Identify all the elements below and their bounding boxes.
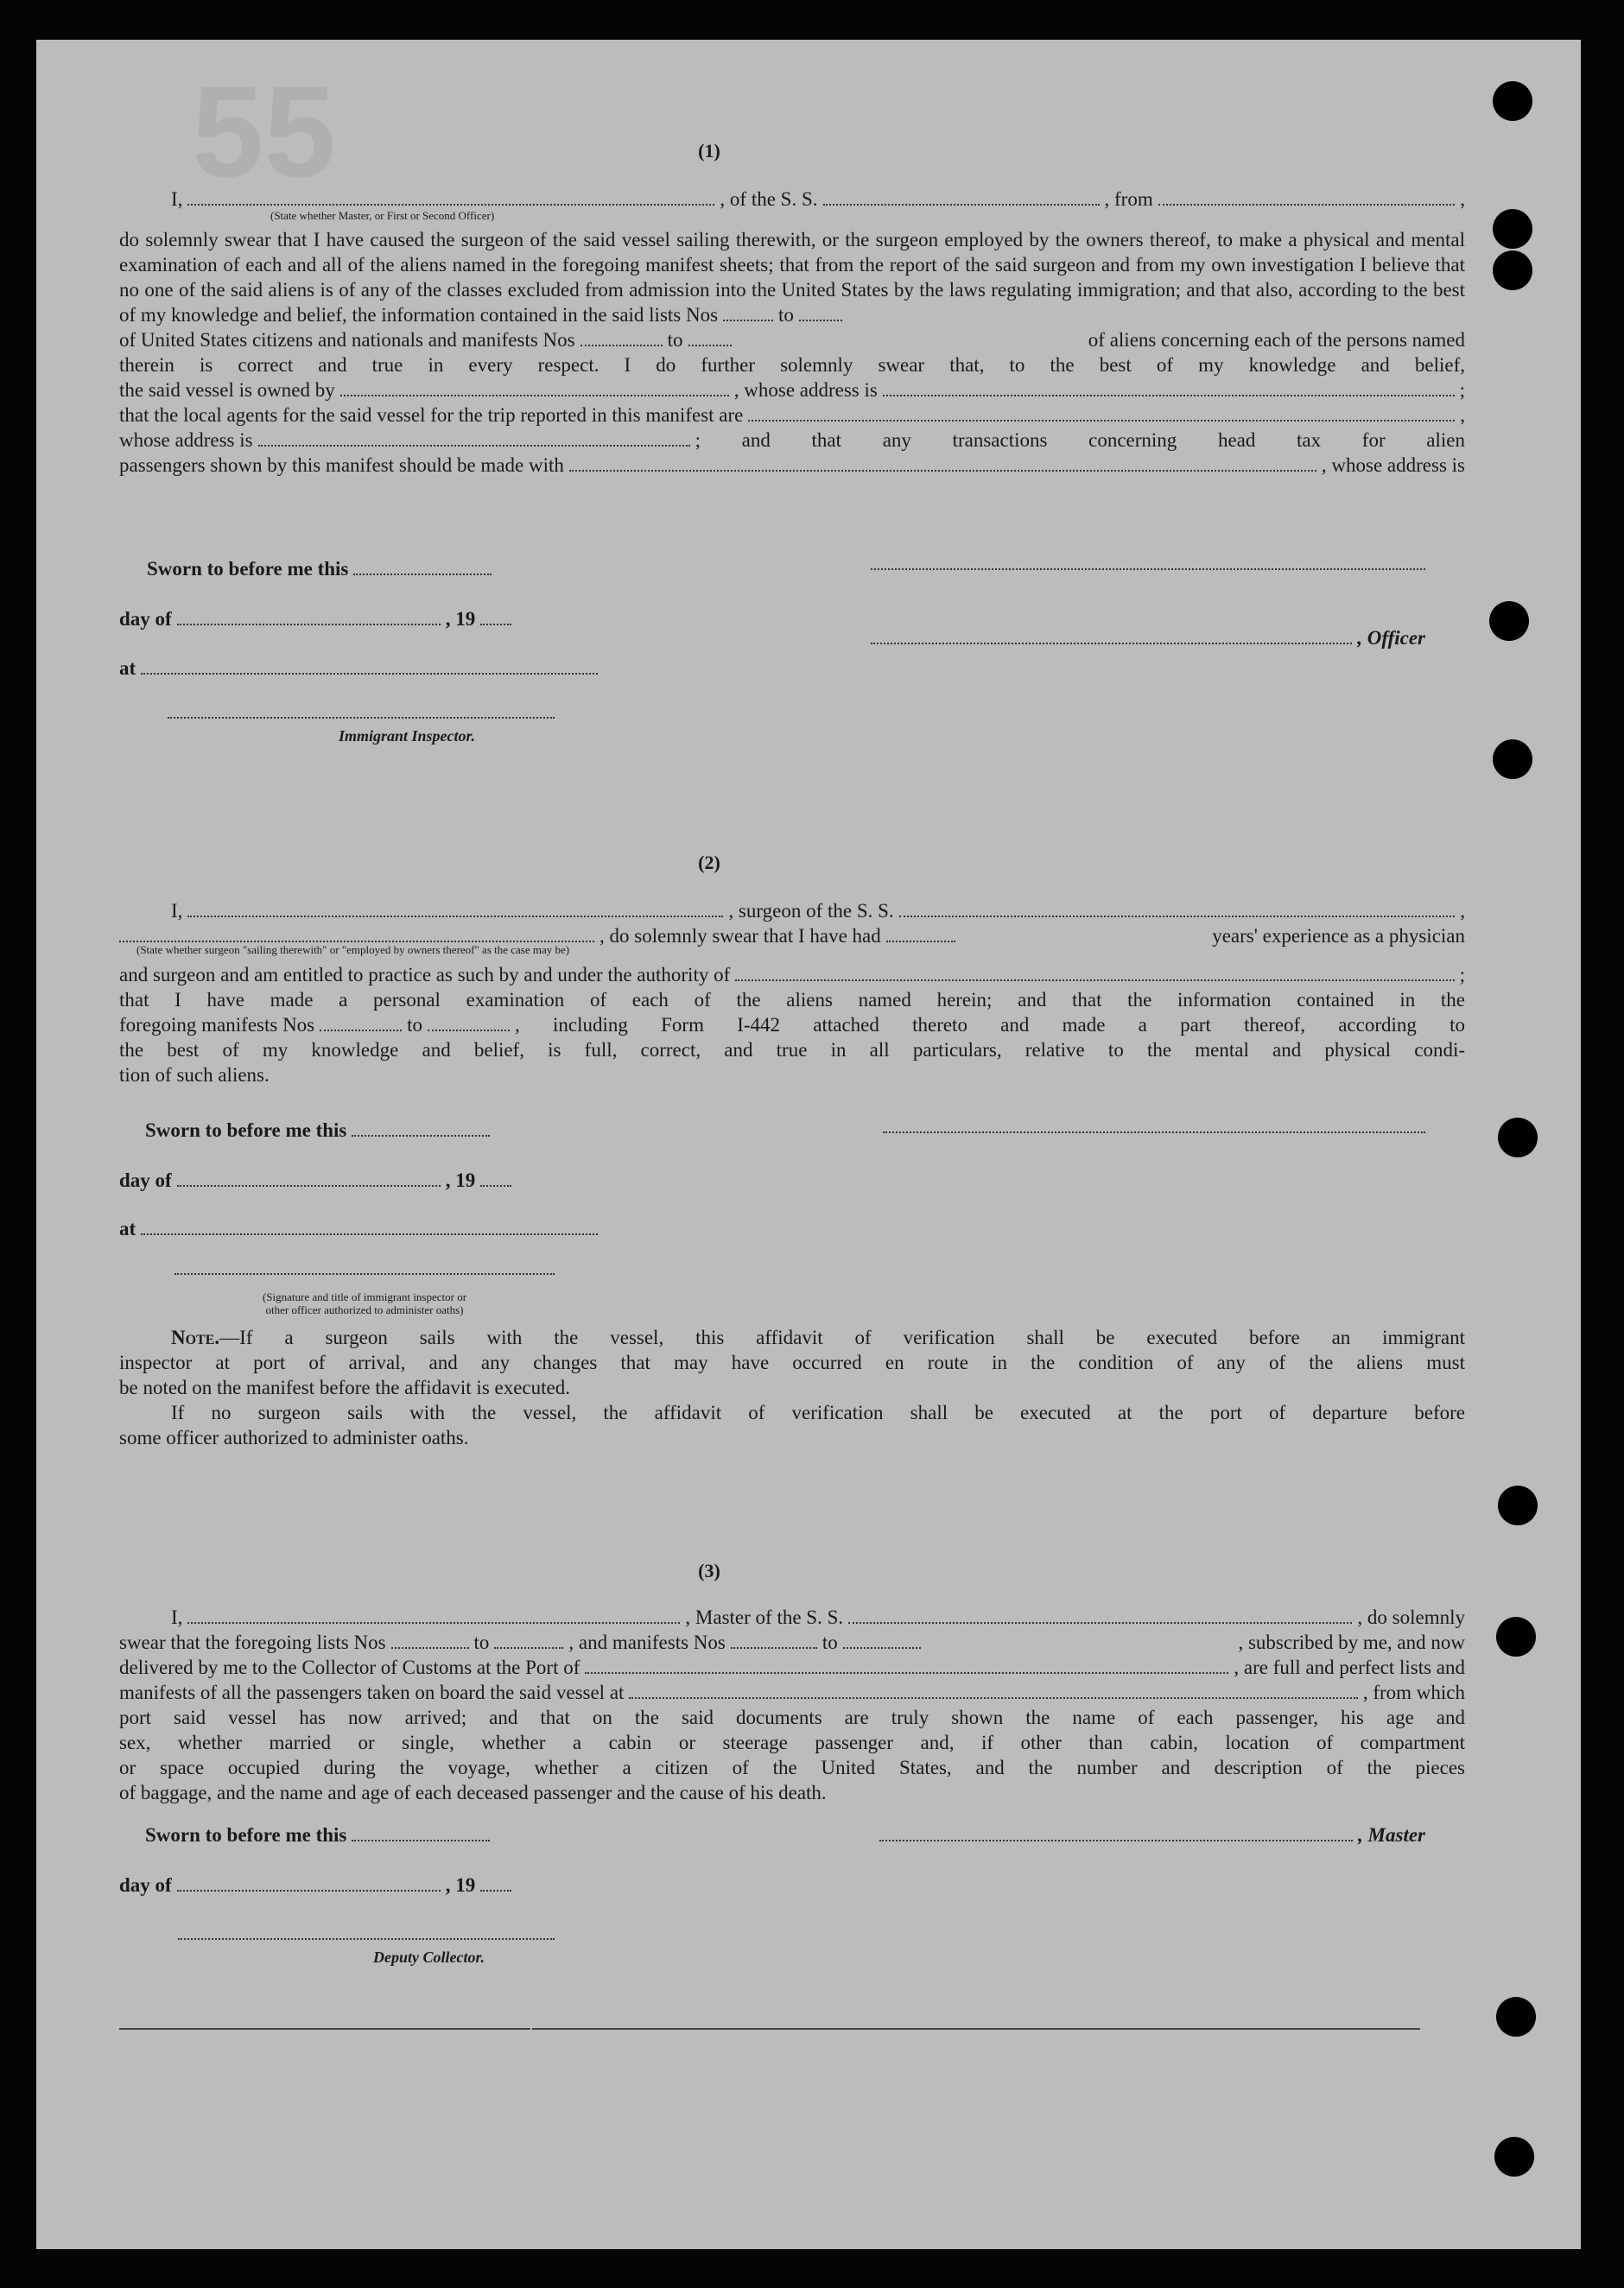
- section-3-number: (3): [698, 1560, 720, 1581]
- punch-hole: [1494, 2137, 1534, 2177]
- s3-line-2: swear that the foregoing lists Nos to , and manifests Nos to , subscribed by me, and now: [119, 1632, 1465, 1653]
- s1-line-us: of United States citizens and nationals and manifests Nos to of aliens concerning each of the persons named: [119, 329, 1465, 351]
- s2-note-label: Note.: [171, 1327, 220, 1348]
- s1-sworn: Sworn to before me this: [147, 558, 497, 580]
- s1-line-owned: the said vessel is owned by , whose address is ;: [119, 379, 1465, 401]
- punch-hole: [1493, 739, 1532, 779]
- s1-vessel-field[interactable]: [823, 188, 1100, 206]
- section-1-number: (1): [698, 140, 720, 162]
- punch-hole: [1493, 81, 1532, 121]
- s2-surgeon-name-field[interactable]: [187, 900, 723, 917]
- s1-master-note: (State whether Master, or First or Second Officer): [270, 209, 495, 222]
- s1-line-1: I, , of the S. S. , from ,: [171, 188, 1465, 210]
- s3-lists-from-field[interactable]: [391, 1632, 469, 1649]
- s2-line-l4: tion of such aliens.: [119, 1064, 270, 1086]
- s2-vessel-field[interactable]: [899, 900, 1456, 917]
- s1-day-of: day of , 19: [119, 608, 517, 631]
- s3-line-1: I, , Master of the S. S. , do solemnly: [171, 1607, 1465, 1628]
- s1-paragraph: do solemnly swear that I have caused the surgeon of the said vessel sailing therewith, or the surgeon employed by the owners thereof, to make a physical and mental examination of each and all of the aliens named in the foregoing manifest sheets; that from the report of the said surgeon and from my own investigation I believe that no one of the said aliens is of any of the classes excluded from admission into the United States by the laws regulating immigration; and that also, according to the best of my knowledge and belief, the information contained in the said lists Nos to: [119, 229, 1465, 326]
- s3-manifests-from-field[interactable]: [731, 1632, 817, 1649]
- s2-sig-note: (Signature and title of immigrant inspector or other officer authorized to administer oaths): [262, 1290, 467, 1316]
- s1-agents-field[interactable]: [748, 404, 1455, 421]
- s3-master-name-field[interactable]: [187, 1607, 680, 1624]
- section-1: [119, 187, 1465, 478]
- punch-hole: [1498, 1486, 1538, 1525]
- s1-line-passengers: passengers shown by this manifest should be made with , whose address is: [119, 454, 1465, 476]
- section-2: [119, 898, 1465, 1087]
- s3-vessel-field[interactable]: [848, 1607, 1352, 1624]
- punch-hole: [1496, 1617, 1536, 1657]
- s2-manifests-from-field[interactable]: [320, 1014, 402, 1031]
- s2-at-field[interactable]: [141, 1218, 598, 1235]
- s1-from: , from: [1104, 188, 1153, 210]
- s2-manifests-to-field[interactable]: [428, 1014, 510, 1031]
- s1-from-field[interactable]: [1158, 188, 1456, 206]
- s1-i: I,: [171, 188, 183, 210]
- s2-line-l3: the best of my knowledge and belief, is full, correct, and true in all particulars, relative to the mental and physical condi-: [119, 1039, 1465, 1061]
- s2-line-authority: and surgeon and am entitled to practice as such by and under the authority of ;: [119, 964, 1465, 986]
- s2-line-1: I, , surgeon of the S. S. ,: [171, 900, 1465, 922]
- s1-owner-address-field[interactable]: [883, 379, 1455, 396]
- s2-line-l1: that I have made a personal examination of each of the aliens named herein; and that the information contained in the: [119, 989, 1465, 1011]
- s3-port-field[interactable]: [585, 1657, 1228, 1674]
- s3-day-of: day of , 19: [119, 1874, 517, 1897]
- s2-note: Note. —If a surgeon sails with the vessel, this affidavit of verification shall be executed before an immigrant inspector at port of arrival, and any changes that may have occurred en route in the condition of any of the aliens must be noted on the manifest before the affidavit is executed. If no surgeon sails with the vessel, the affidavit of verification shall be executed at the port of departure before some officer authorized to administer oaths.: [119, 1327, 1465, 1448]
- s1-line-agents: that the local agents for the said vessel for the trip reported in this manifest are ,: [119, 404, 1465, 426]
- s3-year-field[interactable]: [480, 1874, 511, 1892]
- bottom-rule-right: [532, 2028, 1420, 2030]
- s1-inspector-signature-line[interactable]: [168, 717, 555, 719]
- s1-line-therein: therein is correct and true in every respect. I do further solemnly swear that, to the best of my knowledge and belief,: [119, 354, 1465, 376]
- s1-officer-row: , Officer: [871, 627, 1425, 650]
- s2-sworn: Sworn to before me this: [145, 1119, 495, 1142]
- s1-officer-signature-line-1[interactable]: [871, 568, 1425, 570]
- s2-surgeon-signature-line[interactable]: [883, 1131, 1425, 1133]
- s1-officer-name-field[interactable]: [187, 188, 714, 206]
- bottom-rule-left: [119, 2028, 530, 2030]
- s1-of-ss: , of the S. S.: [720, 188, 818, 210]
- punch-hole: [1493, 209, 1532, 249]
- s2-at: at: [119, 1218, 603, 1240]
- s1-day-field[interactable]: [177, 608, 441, 625]
- punch-hole: [1496, 1997, 1536, 2037]
- s2-line-2: , do solemnly swear that I have had years' experience as a physician: [119, 923, 1465, 948]
- s2-sworn-field[interactable]: [352, 1119, 490, 1137]
- s2-year-field[interactable]: [480, 1169, 511, 1187]
- s1-lists-from-field[interactable]: [723, 304, 773, 321]
- s1-at: at: [119, 657, 603, 680]
- s3-sworn-field[interactable]: [352, 1824, 490, 1841]
- s1-line-agent-address: whose address is ; and that any transactions concerning head tax for alien: [119, 429, 1465, 451]
- s2-years-field[interactable]: [886, 925, 955, 942]
- manifest-page: [36, 40, 1581, 2249]
- s3-manifests-to-field[interactable]: [843, 1632, 921, 1649]
- s3-line-4: manifests of all the passengers taken on board the said vessel at , from which: [119, 1682, 1465, 1703]
- s2-surgeon-note: (State whether surgeon "sailing therewith" or "employed by owners thereof" as the case may be): [136, 943, 570, 956]
- s1-owner-field[interactable]: [340, 379, 729, 396]
- s3-deputy-signature-line[interactable]: [178, 1938, 555, 1940]
- s1-manifests-to-field[interactable]: [688, 329, 732, 346]
- s1-agent-address-field[interactable]: [258, 429, 690, 447]
- s3-lists-to-field[interactable]: [494, 1632, 563, 1649]
- s2-line-l2: foregoing manifests Nos to , including Form I-442 attached thereto and made a part thereof, according to: [119, 1014, 1465, 1036]
- s1-inspector-label: Immigrant Inspector.: [339, 727, 476, 745]
- punch-hole: [1493, 250, 1532, 290]
- s1-head-tax-field[interactable]: [569, 454, 1316, 472]
- s3-master-row: , Master: [879, 1824, 1425, 1847]
- s1-lists-to-field[interactable]: [799, 304, 842, 321]
- s1-sworn-field[interactable]: [353, 558, 492, 575]
- s3-line-3: delivered by me to the Collector of Customs at the Port of , are full and perfect lists and: [119, 1657, 1465, 1678]
- s3-master-signature-line[interactable]: [879, 1824, 1353, 1841]
- s2-surgeon-type-field[interactable]: [119, 925, 594, 942]
- s1-at-field[interactable]: [141, 657, 598, 675]
- s2-day-of: day of , 19: [119, 1169, 517, 1192]
- s1-year-field[interactable]: [480, 608, 511, 625]
- s2-inspector-signature-line[interactable]: [174, 1273, 555, 1275]
- s2-authority-field[interactable]: [735, 964, 1454, 981]
- s3-sworn: Sworn to before me this: [145, 1824, 495, 1847]
- bleed-through-mark: 55: [192, 59, 336, 204]
- s1-manifests-from-field[interactable]: [580, 329, 663, 346]
- s3-deputy-label: Deputy Collector.: [373, 1949, 485, 1966]
- section-3: I, , Master of the S. S. , do solemnly swear that the foregoing lists Nos to , and manifests Nos to , subscribed by me, and now delivered by me to the Collector of Customs at the Port of , are full and perfect lists and manifests of all the passengers taken on board the said vessel at , from which port said vessel has now arrived; and that on the said documents are truly shown the name of each passenger, his age and sex, whether married or single, whether a cabin or steerage passenger and, if other than cabin, location of compartment or space occupied during the voyage, whether a citizen of the United States, and the number and description of the pieces of baggage, and the name and age of each deceased passenger and the cause of his death.: [119, 1607, 1465, 1803]
- s3-embark-port-field[interactable]: [629, 1682, 1357, 1699]
- punch-hole: [1498, 1118, 1538, 1157]
- s3-day-field[interactable]: [177, 1874, 441, 1892]
- section-2-number: (2): [698, 852, 720, 873]
- s2-day-field[interactable]: [177, 1169, 441, 1187]
- s1-officer-signature-line-2[interactable]: [871, 627, 1352, 644]
- punch-hole: [1489, 601, 1529, 641]
